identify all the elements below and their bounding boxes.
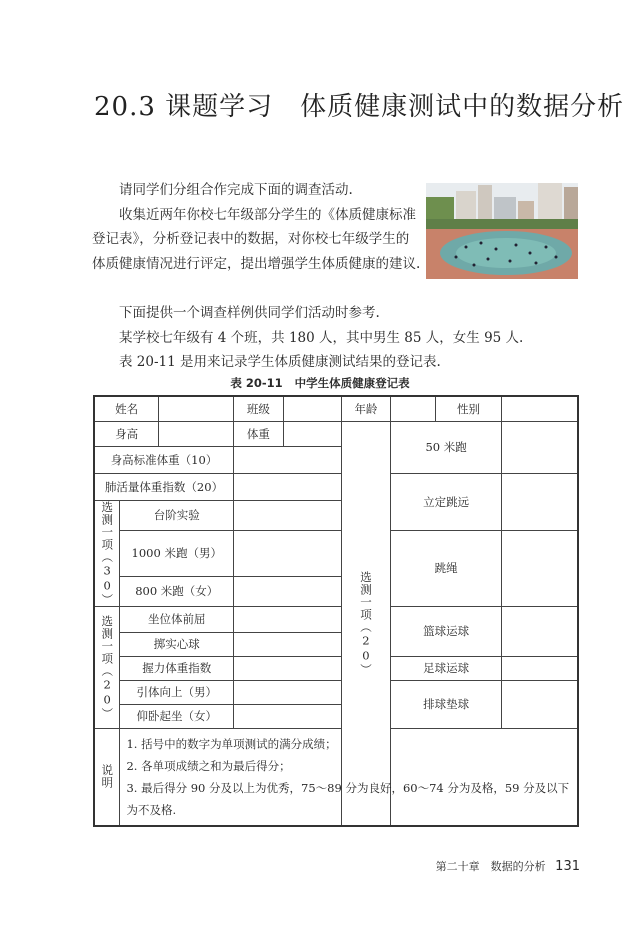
bmi-label: 身高标准体重（10） <box>94 446 234 473</box>
g2-score <box>234 606 342 632</box>
note-item: 3. 最后得分 90 分及以上为优秀，75～89 分为良好，60～74 分为及格，59 分及以下为不及格. <box>126 780 570 817</box>
g3-item: 跳绳 <box>391 530 501 606</box>
weight-label: 体重 <box>234 421 284 446</box>
height-value <box>159 421 234 446</box>
gender-label: 性别 <box>436 396 502 421</box>
g2-item: 仰卧起坐（女） <box>120 704 234 728</box>
g1-item: 台阶实验 <box>120 500 234 530</box>
group1-label: 选测一项（30） <box>94 500 120 606</box>
g1-score <box>234 500 342 530</box>
class-value <box>283 396 341 421</box>
g3-item: 足球运球 <box>391 656 501 680</box>
g2-item: 握力体重指数 <box>120 656 234 680</box>
age-value <box>391 396 436 421</box>
g3-score <box>501 680 578 728</box>
g2-item: 掷实心球 <box>120 632 234 656</box>
g2-score <box>234 656 342 680</box>
g3-score <box>501 606 578 656</box>
intro-text <box>92 178 422 276</box>
g2-item: 坐位体前屈 <box>120 606 234 632</box>
sports-field-photo <box>426 183 578 279</box>
group3-label: 选测一项（20） <box>341 421 391 826</box>
chapter-label: 第二十章 数据的分析 <box>435 860 546 873</box>
intro-p1: 请同学们分组合作完成下面的调查活动. <box>119 182 353 198</box>
g2-score <box>234 680 342 704</box>
lung-value <box>234 473 342 500</box>
name-label: 姓名 <box>94 396 159 421</box>
intro-p5: 表 20-11 是用来记录学生体质健康测试结果的登记表. <box>119 354 441 370</box>
lung-label: 肺活量体重指数（20） <box>94 473 234 500</box>
g3-score <box>501 656 578 680</box>
intro-p4: 某学校七年级有 4 个班，共 180 人，其中男生 85 人，女生 95 人. <box>119 329 524 346</box>
intro-p2: 收集近两年你校七年级部分学生的《体质健康标准登记表》，分析登记表中的数据，对你校七年级学生的体质健康情况进行评定，提出增强学生体质健康的建议. <box>92 206 421 272</box>
g3-score <box>501 473 578 530</box>
g2-item: 引体向上（男） <box>120 680 234 704</box>
name-value <box>159 396 234 421</box>
table-caption-title: 中学生体质健康登记表 <box>294 376 410 390</box>
g2-score <box>234 704 342 728</box>
g3-score <box>501 421 578 473</box>
weight-value <box>283 421 341 446</box>
notes-label: 说明 <box>94 728 120 826</box>
notes-content <box>120 728 578 826</box>
class-label: 班级 <box>234 396 284 421</box>
g3-item: 50 米跑 <box>391 421 501 473</box>
bmi-value <box>234 446 342 473</box>
page-footer <box>436 858 580 874</box>
g2-score <box>234 632 342 656</box>
g3-item: 立定跳远 <box>391 473 501 530</box>
fitness-registration-table <box>93 395 579 827</box>
table-caption-number: 表 20-11 <box>230 376 283 390</box>
g3-item: 排球垫球 <box>391 680 501 728</box>
page-number: 131 <box>555 859 580 874</box>
height-label: 身高 <box>94 421 159 446</box>
g3-score <box>501 530 578 606</box>
g1-score <box>234 530 342 576</box>
intro-text-2 <box>92 301 562 375</box>
age-label: 年龄 <box>341 396 391 421</box>
section-title: 20.3 课题学习 体质健康测试中的数据分析 <box>94 92 625 122</box>
g1-item: 1000 米跑（男） <box>120 530 234 576</box>
g1-score <box>234 576 342 606</box>
g1-item: 800 米跑（女） <box>120 576 234 606</box>
intro-p3: 下面提供一个调查样例供同学们活动时参考. <box>119 305 380 321</box>
g3-item: 篮球运球 <box>391 606 501 656</box>
table-caption <box>0 375 640 391</box>
note-item: 1. 括号中的数字为单项测试的满分成绩； <box>126 736 337 751</box>
note-item: 2. 各单项成绩之和为最后得分； <box>126 758 291 773</box>
group2-label: 选测一项（20） <box>94 606 120 728</box>
gender-value <box>501 396 578 421</box>
